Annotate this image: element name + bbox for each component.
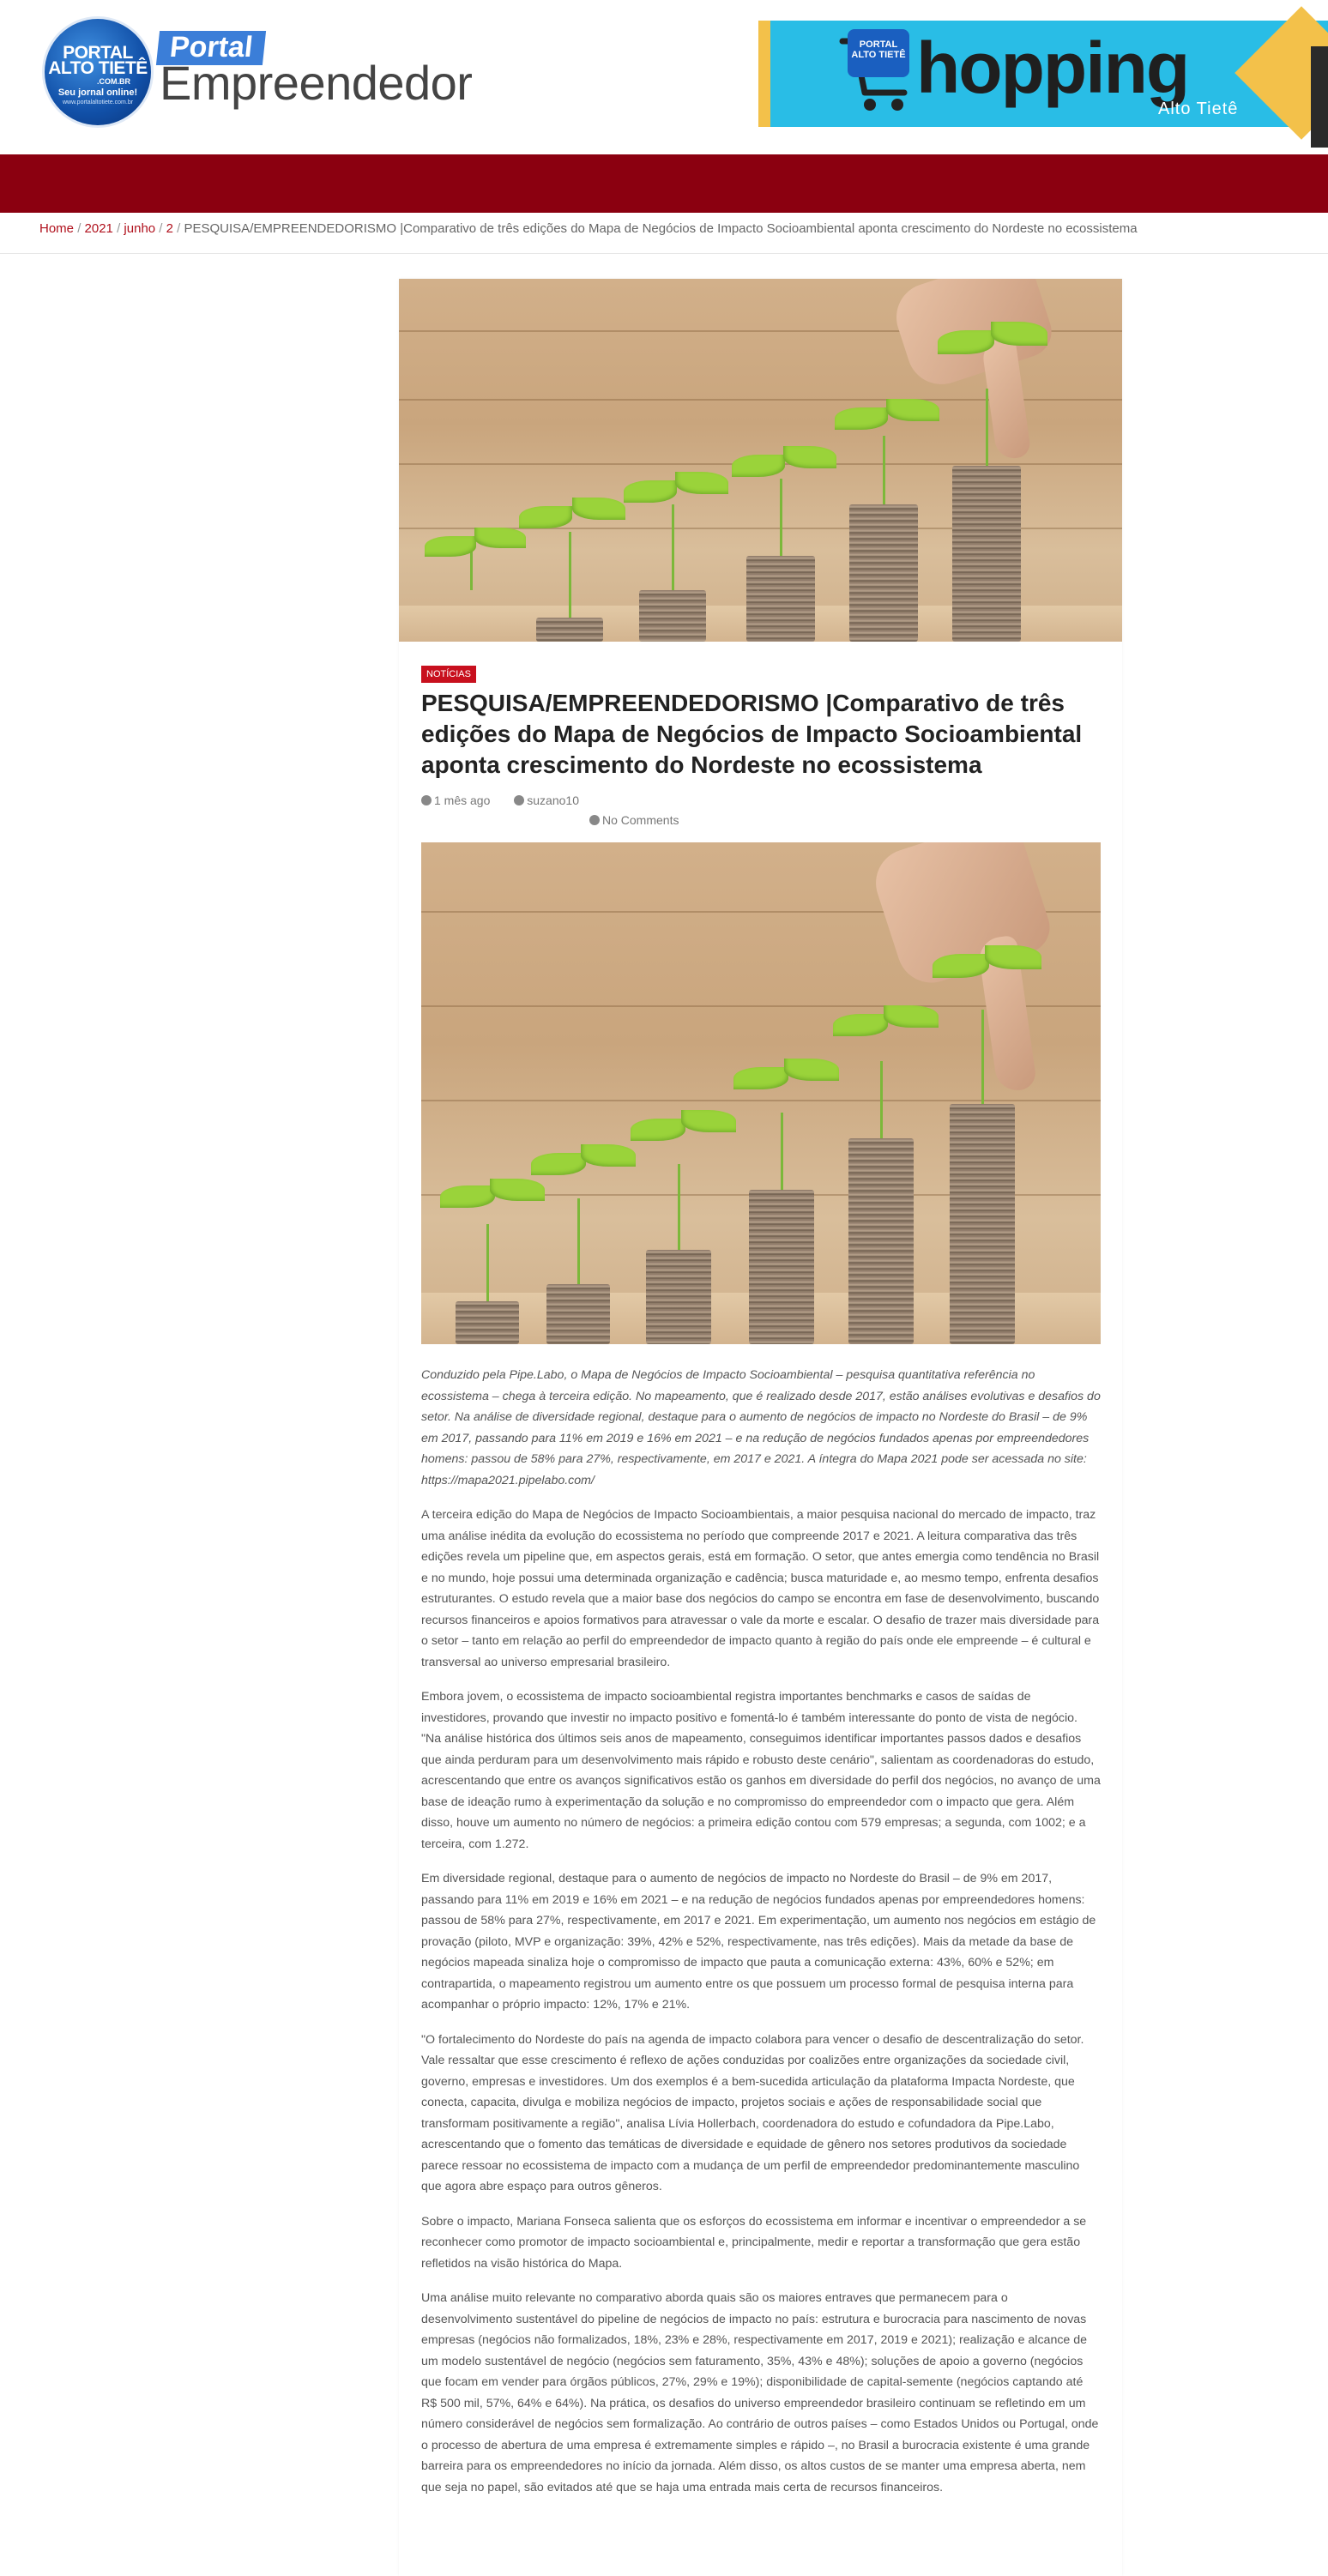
breadcrumb-separator: / xyxy=(117,221,124,236)
breadcrumb-year[interactable]: 2021 xyxy=(84,221,113,236)
banner-badge: PORTAL ALTO TIETÊ xyxy=(848,29,909,77)
breadcrumb-home[interactable]: Home xyxy=(39,221,75,236)
article-comments[interactable] xyxy=(589,813,1100,827)
article-paragraph: Embora jovem, o ecossistema de impacto socioambiental registra importantes benchmarks e casos de saídas de investidores, provando que investir no impacto positivo e fomentá-lo é também interessante do ponto de vista de negócio. "Na análise histórica dos últimos seis anos de mapeamento, conseguimos identificar importantes passos dados e desafios que ainda perduram para um desenvolvimento mais rápido e robusto deste cenário", salientam as coordenadoras do estudo, acrescentando que entre os avanços significativos estão os ganhos em diversidade do perfil dos negócios, no avanço de uma base de ideação rumo à experimentação da solução e no compromisso do empreendedor com o impacto que gera. Além disso, houve um aumento no número de negócios: a primeira edição contou com 579 empresas; a segunda, com 1002; e a terceira, com 1.272. xyxy=(421,1690,1101,1851)
article-date xyxy=(421,793,500,807)
category-badge[interactable]: NOTÍCIAS xyxy=(421,666,476,683)
shopping-banner-ad[interactable] xyxy=(758,21,1328,127)
article-meta xyxy=(421,793,1100,808)
featured-image[interactable] xyxy=(399,279,1122,642)
logo-circle-line3: .COM.BR xyxy=(97,77,130,86)
breadcrumb-separator: / xyxy=(77,221,85,236)
article-title: PESQUISA/EMPREENDEDORISMO |Comparativo de três edições do Mapa de Negócios de Impacto Socioambiental aponta crescimento do Nordeste no ecossistema xyxy=(421,690,1083,778)
article-card xyxy=(399,279,1122,2576)
banner-word: hopping xyxy=(916,27,1189,108)
article-lead: Conduzido pela Pipe.Labo, o Mapa de Negócios de Impacto Socioambiental – pesquisa quantitativa referência no ecossistema – chega à terceira edição. No mapeamento, que é realizado desde 2017, estão análises evolutivas e desafios do setor. Na análise de diversidade regional, destaque para o aumento de negócios de impacto no Nordeste do Brasil – de 9% em 2017, passando para 11% em 2019 e 16% em 2021 – e na redução de negócios fundados apenas por empreendedores homens: passou de 58% para 27%, respectivamente, em 2017 e 2021. A íntegra do Mapa 2021 pode ser acessada no site: https://mapa2021.pipelabo.com/ xyxy=(421,1368,1101,1487)
clock-icon xyxy=(421,795,432,805)
comment-icon xyxy=(589,815,600,825)
main-nav-bar xyxy=(0,154,1328,213)
breadcrumb-month[interactable]: junho xyxy=(124,221,156,236)
logo-circle-line4: Seu jornal online! xyxy=(57,87,138,98)
article-paragraph: Em diversidade regional, destaque para o aumento de negócios de impacto no Nordeste do Brasil – de 9% em 2017, passando para 11% em 2019 e 16% em 2021 – e na redução de negócios fundados apenas por empreendedores homens: passou de 58% para 27%, respectivamente, em 2017 e 2021. Em experimentação, um aumento nos negócios em estágio de provação (piloto, MVP e organização: 39%, 42% e 52%, respectivamente, nas três edições). Mais da metade da base de negócios mapeada sinaliza hoje o compromisso de impacto que pauta a comunicação externa: 43%, 60% e 52%; em contrapartida, o mapeamento registrou um aumento entre os que possuem um processo formal de pesquisa interna para acompanhar o próprio impacto: 12%, 17% e 21%. xyxy=(421,1872,1096,2012)
article-author[interactable] xyxy=(514,793,589,807)
article-paragraph: "O fortalecimento do Nordeste do país na agenda de impacto colabora para vencer o desafio de descentralização do setor. Vale ressaltar que esse crescimento é reflexo de ações conduzidas por coalizões entre organizações da sociedade civil, governo, empresas e investidores. Um dos exemplos é a bem-sucedida articulação da plataforma Impacta Nordeste, que conecta, capacita, divulga e mobiliza negócios de impacto, projetos sociais e ações de responsabilidade social que transformam positivamente a região", analisa Lívia Hollerbach, coordenadora do estudo e cofundadora da Pipe.Labo, acrescentando que o fomento das temáticas de diversidade e equidade de gênero nos setores produtivos da sociedade parece ressoar no ecossistema de impacto com a mudança de um perfil de empreendedor predominantemente masculino que agora abre espaço para outros gêneros. xyxy=(421,2032,1084,2193)
article-paragraph: Uma análise muito relevante no comparativo aborda quais são os maiores entraves que permanecem para o desenvolvimento sustentável do pipeline de negócios de impacto no país: estrutura e burocracia para nascimento de novas empresas (negócios não formalizados, 18%, 23% e 28%, respectivamente em 2017, 2019 e 2021); realização e alcance de um modelo sustentável de negócio (negócios sem faturamento, 35%, 43% e 48%); soluções de apoio a governo (negócios que focam em vender para órgãos públicos, 27%, 29% e 19%); disponibilidade de capital-semente (negócios captando até R$ 500 mil, 57%, 64% e 64%). Na prática, os desafios do universo empreendedor brasileiro continuam se refletindo em um número considerável de negócios sem formalização. Ao contrário de outros países – como Estados Unidos ou Portugal, onde o processo de abertura de uma empresa é extremamente simples e rápido –, no Brasil a burocracia existente é uma grande barreira para os empreendedores no início da jornada. Além disso, os altos custos de se manter uma empresa aberta, nem que seja no papel, são evitados até que se haja uma entrada mais certa de recursos financeiros. xyxy=(421,2291,1099,2495)
logo-portal-text: Portal xyxy=(156,31,267,65)
comments-text: No Comments xyxy=(602,813,679,827)
logo-circle-line1: PORTAL xyxy=(63,43,133,63)
article-content xyxy=(399,642,1122,2498)
logo-circle-line2: ALTO TIETÊ xyxy=(48,58,148,78)
logo-circle-line5: www.portalaltotiete.com.br xyxy=(62,100,134,106)
banner-side-panel xyxy=(1311,46,1328,148)
breadcrumb xyxy=(0,213,1328,254)
site-logo[interactable] xyxy=(45,19,491,127)
site-header xyxy=(0,0,1328,154)
article-paragraph: Sobre o impacto, Mariana Fonseca salienta que os esforços do ecossistema em informar e incentivar o empreendedor a se reconhecer como promotor de impacto socioambiental e, principalmente, medir e reportar a transformação que gera estão refletidos na visão histórica do Mapa. xyxy=(421,2214,1087,2271)
breadcrumb-current: PESQUISA/EMPREENDEDORISMO |Comparativo de três edições do Mapa de Negócios de Impacto Socioambiental aponta crescimento do Nordeste no ecossistema xyxy=(184,221,1138,236)
breadcrumb-separator: / xyxy=(159,221,166,236)
user-icon xyxy=(514,795,524,805)
article-author-text: suzano10 xyxy=(527,793,579,807)
logo-emblem xyxy=(45,19,151,125)
article-body-image[interactable] xyxy=(421,842,1101,1344)
logo-empreendedor-text: Empreendedor xyxy=(160,56,473,110)
breadcrumb-day[interactable]: 2 xyxy=(166,221,173,236)
article-paragraph: A terceira edição do Mapa de Negócios de Impacto Socioambientais, a maior pesquisa nacional do mercado de impacto, traz uma análise inédita da evolução do ecossistema no período que compreende 2017 e 2021. A leitura comparativa das três edições revela um pipeline que, em aspectos gerais, está em formação. O setor, que antes emergia como tendência no Brasil e no mundo, hoje possui uma determinada organização e cadência; busca maturidade e, ao mesmo tempo, enfrenta desafios estruturantes. O estudo revela que a maior base dos negócios do campo se encontra em fase de desenvolvimento, buscando recursos financeiros e apoios formativos para atravessar o vale da morte e escalar. O desafio de trazer mais diversidade para o setor – tanto em relação ao perfil do empreendedor de impacto quanto à região do país onde ele empreende – é cultural e transversal ao universo empresarial brasileiro. xyxy=(421,1508,1100,1669)
banner-subtitle: Alto Tietê xyxy=(1158,100,1239,118)
article-date-text: 1 mês ago xyxy=(434,793,491,807)
breadcrumb-separator: / xyxy=(177,221,184,236)
